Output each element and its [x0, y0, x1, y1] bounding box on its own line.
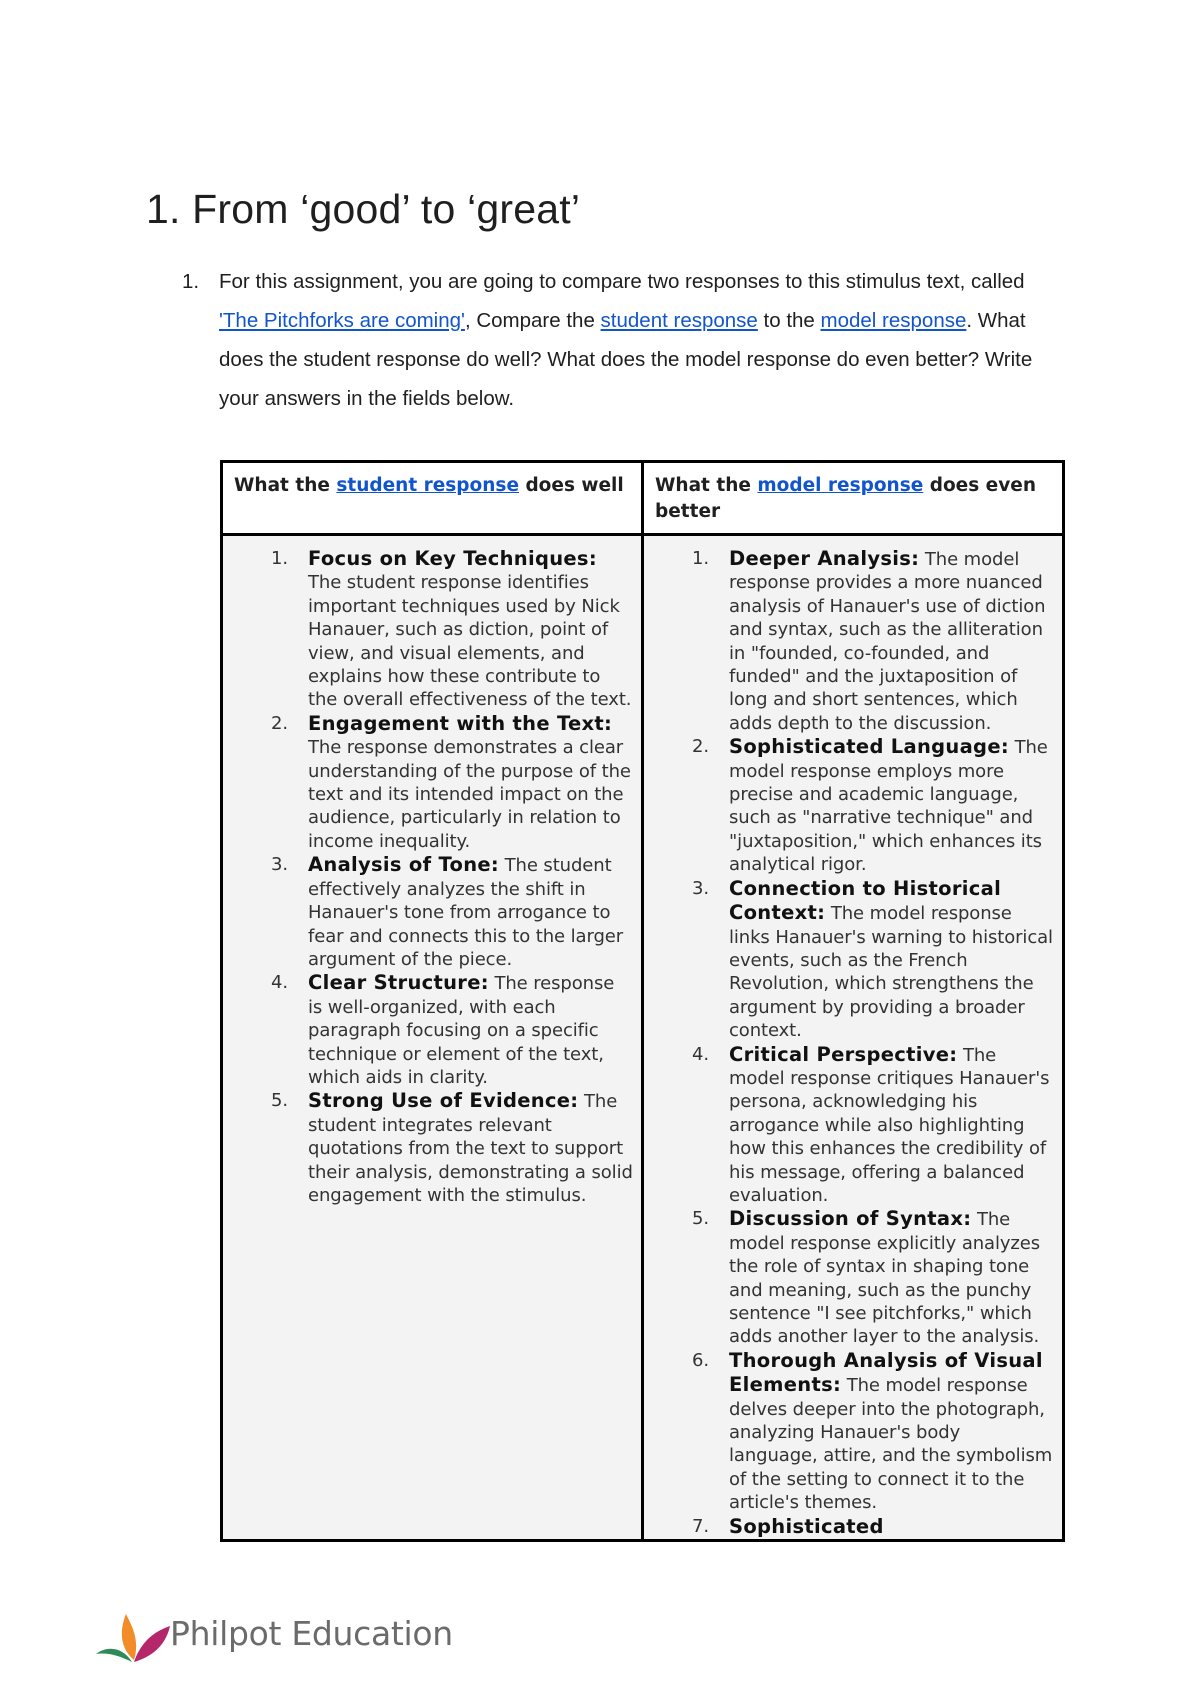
student-strengths-cell[interactable] [222, 535, 643, 1541]
stimulus-text-link[interactable]: 'The Pitchforks are coming' [219, 309, 465, 332]
item-number: 5. [692, 1208, 709, 1230]
item-title: Discussion of Syntax: [729, 1207, 972, 1231]
item-text: The model response delves deeper into the photograph, analyzing Hanauer's body language, attire, and the symbolism of the setting to connect it to the article's themes. [729, 1375, 1053, 1514]
item-text: The model response explicitly analyzes the role of syntax in shaping tone and meaning, such as the punchy sentence "I see pitchforks," which adds another layer to the analysis. [729, 1209, 1041, 1348]
table-header-row [222, 462, 1064, 535]
item-number: 4. [271, 972, 288, 994]
instructions-list [176, 262, 1076, 418]
logo-purple-leaf [134, 1626, 170, 1662]
list-item [223, 712, 633, 853]
list-item [223, 853, 633, 971]
instruction-text-part: For this assignment, you are going to compare two responses to this stimulus text, called [219, 270, 1025, 293]
instruction-item [176, 262, 1076, 418]
item-number: 3. [692, 877, 709, 899]
header-text: What the [655, 475, 758, 496]
item-text: The response is well-organized, with each paragraph focusing on a specific technique or element of the text, which aids in clarity. [308, 973, 615, 1088]
philpot-education-logo [92, 1600, 452, 1670]
item-number: 2. [271, 712, 288, 734]
item-title: Strong Use of Evidence: [308, 1089, 579, 1113]
item-number: 2. [692, 736, 709, 758]
item-title: Focus on Key Techniques: [308, 547, 597, 570]
logo-mark-icon [92, 1600, 172, 1670]
instruction-text-part: to the [757, 309, 821, 332]
model-response-link[interactable]: model response [820, 309, 967, 332]
item-text: The model response links Hanauer's warning to historical events, such as the French Revolution, which strengthens the argument by providing a broader context. [729, 903, 1053, 1042]
item-number: 3. [271, 854, 288, 876]
item-title: Clear Structure: [308, 971, 489, 995]
list-item [223, 971, 633, 1089]
item-number: 7. [692, 1515, 709, 1537]
item-text: The model response provides a more nuanced analysis of Hanauer's use of diction and syntax, such as the alliteration in "founded, co-founded, and funded" and the juxtaposition of long and short sentences, which adds depth to the discussion. [729, 549, 1046, 734]
header-text: does even better [655, 475, 1036, 522]
header-model-response-link[interactable]: model response [757, 475, 924, 496]
item-title: Deeper Analysis: [729, 547, 920, 570]
item-number: 1. [271, 548, 288, 569]
item-number: 4. [692, 1043, 709, 1065]
logo-orange-leaf [122, 1614, 136, 1660]
header-text: does well [519, 475, 624, 496]
model-strengths-list [644, 547, 1054, 1539]
instruction-text-part: , Compare the [464, 309, 601, 332]
model-column-header [643, 462, 1064, 535]
header-student-response-link[interactable]: student response [336, 475, 519, 496]
model-strengths-cell[interactable] [643, 535, 1064, 1541]
student-response-link[interactable]: student response [600, 309, 758, 332]
item-text: The student effectively analyzes the shift in Hanauer's tone from arrogance to fear and connects this to the larger argument of the piece. [308, 855, 624, 970]
student-strengths-list [223, 547, 633, 1207]
list-item [644, 1207, 1054, 1348]
item-title: Engagement with the Text: [308, 711, 613, 735]
list-item [644, 877, 1054, 1043]
table-body-row [222, 535, 1064, 1541]
header-text: What the [234, 475, 337, 496]
instruction-number: 1. [182, 270, 200, 293]
item-title: Sophisticated Language: [729, 735, 1009, 759]
list-item [644, 1515, 1054, 1539]
list-item [644, 735, 1054, 876]
item-number: 5. [271, 1090, 288, 1112]
item-text: The student integrates relevant quotations from the text to support their analysis, demonstrating a solid engagement with the stimulus. [308, 1091, 633, 1206]
item-text: The student response identifies important techniques used by Nick Hanauer, such as diction, point of view, and visual elements, and explains how these contribute to the overall effectiveness of the text. [308, 572, 632, 711]
item-title: Critical Perspective: [729, 1042, 958, 1066]
student-column-header [222, 462, 643, 535]
instruction-text-part: . What does the student response do well? What does the model response do even better? Write your answers in the fields below. [219, 309, 1033, 410]
logo-text: Philpot Education [170, 1614, 453, 1653]
list-item [223, 1089, 633, 1207]
page-heading: 1. From ‘good’ to ‘great’ [146, 186, 581, 232]
item-text: The response demonstrates a clear understanding of the purpose of the text and its intended impact on the audience, particularly in relation to income inequality. [308, 737, 631, 852]
item-title: Analysis of Tone: [308, 853, 499, 877]
list-item [644, 547, 1054, 735]
item-title: Thorough Analysis of Visual Elements: [729, 1348, 1043, 1397]
list-item [644, 1349, 1054, 1515]
item-text: The model response critiques Hanauer's persona, acknowledging his arrogance while also highlighting how this enhances the credibility of his message, offering a balanced evaluation. [729, 1044, 1050, 1206]
list-item [223, 547, 633, 712]
item-text: The model response employs more precise and academic language, such as "narrative technique" and "juxtaposition," which enhances its analytical rigor. [729, 737, 1048, 876]
item-title: Sophisticated [729, 1514, 884, 1538]
item-number: 1. [692, 548, 709, 569]
item-number: 6. [692, 1349, 709, 1371]
item-title: Connection to Historical Context: [729, 876, 1002, 925]
instruction-text [219, 262, 1049, 418]
list-item [644, 1043, 1054, 1208]
comparison-table [220, 460, 1065, 1542]
